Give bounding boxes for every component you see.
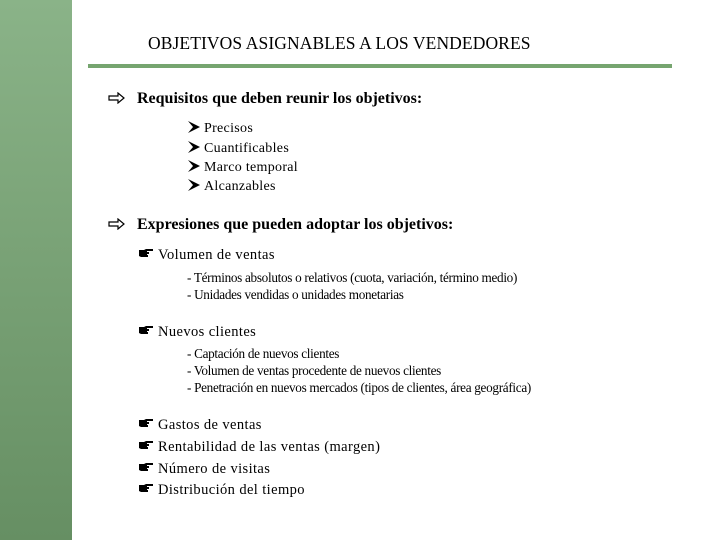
- pointing-hand-icon: [138, 462, 154, 472]
- list-item: Número de visitas: [138, 461, 270, 478]
- section-heading-text: Requisitos que deben reunir los objetivos:: [137, 90, 423, 107]
- sub-item: - Volumen de ventas procedente de nuevos clientes: [187, 363, 441, 378]
- list-item: Distribución del tiempo: [138, 482, 305, 499]
- chevron-right-icon: [188, 179, 200, 191]
- chevron-right-icon: [188, 141, 200, 153]
- hollow-arrow-right-icon: [108, 218, 126, 230]
- sub-item: - Captación de nuevos clientes: [187, 346, 340, 361]
- hollow-arrow-right-icon: [108, 92, 126, 104]
- section-expresiones-heading: [113, 216, 453, 234]
- sub-item: - Penetración en nuevos mercados (tipos de clientes, área geográfica): [187, 380, 531, 395]
- pointing-hand-icon: [138, 248, 154, 258]
- list-item: Rentabilidad de las ventas (margen): [138, 439, 380, 456]
- group-nuevos-clientes: Nuevos clientes: [138, 324, 256, 341]
- sub-item: - Términos absolutos o relativos (cuota, variación, término medio): [187, 270, 518, 285]
- sub-item: - Unidades vendidas o unidades monetarias: [187, 287, 404, 302]
- chevron-right-icon: [188, 121, 200, 133]
- pointing-hand-icon: [138, 418, 154, 428]
- section-requisitos-heading: [113, 90, 422, 108]
- page-title: OBJETIVOS ASIGNABLES A LOS VENDEDORES: [148, 33, 531, 53]
- list-item: Marco temporal: [188, 160, 298, 176]
- pointing-hand-icon: [138, 325, 154, 335]
- group-volumen-ventas: Volumen de ventas: [138, 247, 275, 264]
- list-item: Gastos de ventas: [138, 417, 262, 434]
- title-divider: [88, 64, 672, 68]
- pointing-hand-icon: [138, 483, 154, 493]
- chevron-right-icon: [188, 160, 200, 172]
- pointing-hand-icon: [138, 440, 154, 450]
- list-item: Cuantificables: [188, 141, 289, 157]
- list-item: Precisos: [188, 121, 253, 137]
- sidebar-decoration: [0, 0, 72, 540]
- section-heading-text: Expresiones que pueden adoptar los objetivos:: [137, 216, 454, 233]
- list-item: Alcanzables: [188, 179, 276, 195]
